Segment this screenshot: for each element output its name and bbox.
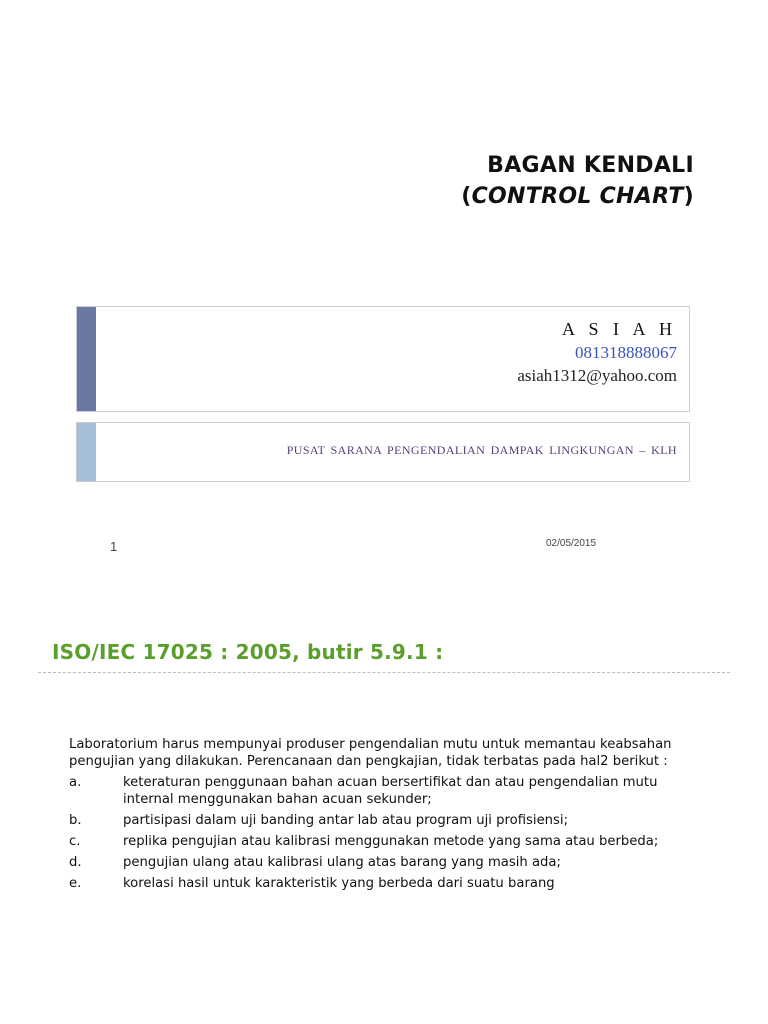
organization-accent-bar [77, 423, 96, 481]
list-item-text: replika pengujian atau kalibrasi menggunakan metode yang sama atau berbeda; [123, 834, 659, 849]
slide-body [69, 736, 709, 896]
author-accent-bar [77, 307, 96, 411]
slide-title [461, 150, 694, 212]
author-email: asiah1312@yahoo.com [517, 366, 677, 385]
list-item-label: c. [69, 834, 81, 849]
list-item [69, 833, 709, 850]
organization-box [76, 422, 690, 482]
list-item-label: a. [69, 775, 82, 790]
title-italic: CONTROL CHART [471, 184, 684, 209]
author-phone: 081318888067 [575, 343, 677, 362]
list-item [69, 812, 709, 829]
author-box [76, 306, 690, 412]
title-close-paren: ) [683, 184, 694, 209]
list-item-label: e. [69, 876, 82, 891]
organization-name: PUSAT SARANA PENGENDALIAN DAMPAK LINGKUNGAN – KLH [286, 443, 677, 457]
list-item [69, 774, 709, 808]
list-item [69, 875, 709, 892]
author-details [517, 317, 677, 387]
list-item [69, 854, 709, 871]
list-item-text: keteraturan penggunaan bahan acuan bersertifikat dan atau pengendalian mutu internal menggunakan bahan acuan sekunder; [123, 775, 658, 807]
intro-paragraph: Laboratorium harus mempunyai produser pengendalian mutu untuk memantau keabsahan pengujian yang dilakukan. Perencanaan dan pengkajian, tidak terbatas pada hal2 berikut : [69, 737, 672, 769]
content-slide [0, 600, 768, 1024]
list-item-text: korelasi hasil untuk karakteristik yang berbeda dari suatu barang [123, 876, 555, 891]
page-number: 1 [110, 539, 118, 554]
list-item-text: pengujian ulang atau kalibrasi ulang atas barang yang masih ada; [123, 855, 561, 870]
slide-heading: ISO/IEC 17025 : 2005, butir 5.9.1 : [52, 640, 444, 664]
title-line-1: BAGAN KENDALI [487, 153, 694, 178]
list-item-text: partisipasi dalam uji banding antar lab atau program uji profisiensi; [123, 813, 569, 828]
author-name: A S I A H [561, 319, 677, 339]
list-item-label: b. [69, 813, 82, 828]
title-line-2 [461, 181, 694, 212]
slide-date: 02/05/2015 [546, 538, 597, 549]
requirement-list [69, 774, 709, 892]
list-item-label: d. [69, 855, 82, 870]
heading-divider [38, 672, 730, 673]
title-open-paren: ( [461, 184, 472, 209]
